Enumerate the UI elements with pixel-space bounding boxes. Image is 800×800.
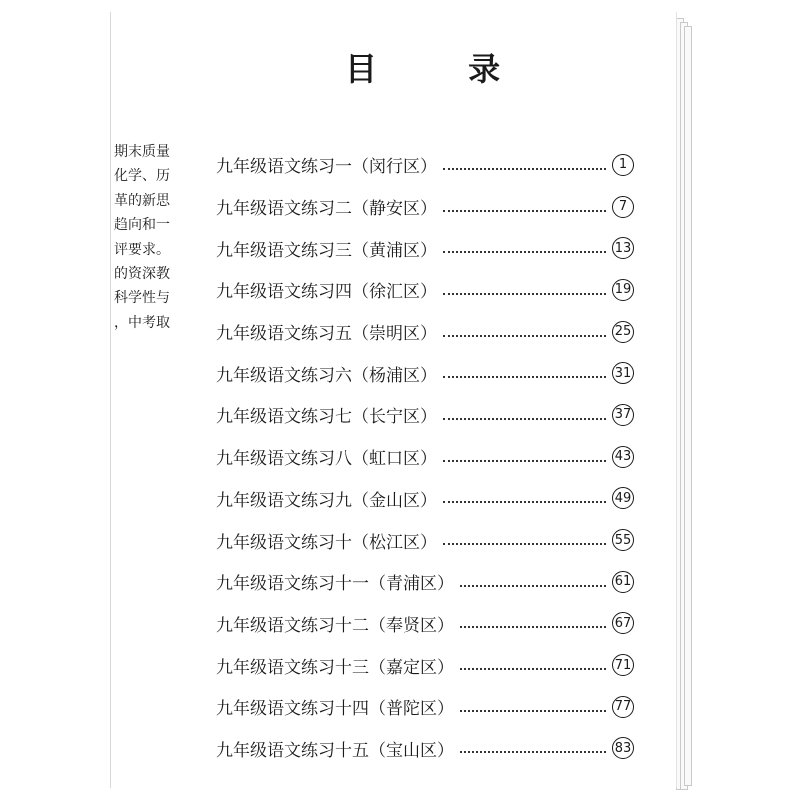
page-number: 61 bbox=[612, 571, 634, 593]
page-number: 13 bbox=[612, 237, 634, 259]
toc-entry-title: 九年级语文练习九（金山区） bbox=[216, 490, 437, 511]
page-number: 43 bbox=[612, 446, 634, 468]
leader-dots bbox=[443, 293, 606, 295]
toc-entry-title: 九年级语文练习六（杨浦区） bbox=[216, 365, 437, 386]
toc-entry-title: 九年级语文练习三（黄浦区） bbox=[216, 240, 437, 261]
leader-dots bbox=[443, 501, 606, 503]
toc-entry-title: 九年级语文练习十四（普陀区） bbox=[216, 699, 454, 720]
leader-dots bbox=[443, 543, 606, 545]
toc-entry[interactable] bbox=[216, 227, 636, 269]
toc-entry[interactable] bbox=[216, 644, 636, 686]
leader-dots bbox=[443, 376, 606, 378]
side-line: 趋向和一 bbox=[114, 217, 170, 234]
toc-entry[interactable] bbox=[216, 519, 636, 561]
page-number: 25 bbox=[612, 321, 634, 343]
toc-entry-title: 九年级语文练习四（徐汇区） bbox=[216, 282, 437, 303]
page-number: 7 bbox=[612, 196, 634, 218]
toc-entry[interactable] bbox=[216, 144, 636, 186]
leader-dots bbox=[443, 418, 606, 420]
toc-entry-title: 九年级语文练习十（松江区） bbox=[216, 532, 437, 553]
page-number: 67 bbox=[612, 612, 634, 634]
side-line: 化学、历 bbox=[114, 168, 170, 185]
leader-dots bbox=[443, 335, 606, 337]
leader-dots bbox=[460, 751, 606, 753]
leader-dots bbox=[443, 210, 606, 212]
leader-dots bbox=[460, 585, 606, 587]
toc-entry-title: 九年级语文练习五（崇明区） bbox=[216, 324, 437, 345]
toc-entry[interactable] bbox=[216, 561, 636, 603]
toc-entry-title: 九年级语文练习十五（宝山区） bbox=[216, 740, 454, 761]
page-number: 37 bbox=[612, 404, 634, 426]
toc-entry-title: 九年级语文练习七（长宁区） bbox=[216, 407, 437, 428]
side-line: 科学性与 bbox=[114, 290, 170, 307]
page-title: 目 录 bbox=[345, 50, 541, 88]
page-number: 77 bbox=[612, 696, 634, 718]
leader-dots bbox=[460, 710, 606, 712]
toc-entry-title: 九年级语文练习二（静安区） bbox=[216, 199, 437, 220]
side-line: ，中考取 bbox=[114, 314, 170, 331]
toc-entry[interactable] bbox=[216, 311, 636, 353]
toc-entry-title: 九年级语文练习十三（嘉定区） bbox=[216, 657, 454, 678]
page-number: 19 bbox=[612, 279, 634, 301]
side-line: 革的新思 bbox=[114, 192, 170, 209]
toc-entry[interactable] bbox=[216, 603, 636, 645]
page-number: 71 bbox=[612, 654, 634, 676]
page-number: 31 bbox=[612, 362, 634, 384]
toc-entry[interactable] bbox=[216, 269, 636, 311]
adjacent-page-text bbox=[114, 140, 192, 335]
leader-dots bbox=[460, 668, 606, 670]
toc-entry[interactable] bbox=[216, 436, 636, 478]
leader-dots bbox=[443, 251, 606, 253]
page-number: 1 bbox=[612, 154, 634, 176]
table-of-contents bbox=[216, 144, 636, 769]
leader-dots bbox=[443, 460, 606, 462]
toc-entry-title: 九年级语文练习八（虹口区） bbox=[216, 449, 437, 470]
toc-entry-title: 九年级语文练习十一（青浦区） bbox=[216, 574, 454, 595]
toc-entry-title: 九年级语文练习十二（奉贤区） bbox=[216, 615, 454, 636]
toc-entry[interactable] bbox=[216, 478, 636, 520]
toc-entry[interactable] bbox=[216, 352, 636, 394]
page-number: 83 bbox=[612, 737, 634, 759]
toc-entry[interactable] bbox=[216, 186, 636, 228]
page-edge bbox=[684, 26, 692, 786]
toc-entry[interactable] bbox=[216, 394, 636, 436]
page-number: 49 bbox=[612, 487, 634, 509]
toc-entry[interactable] bbox=[216, 686, 636, 728]
page-number: 55 bbox=[612, 529, 634, 551]
leader-dots bbox=[443, 168, 606, 170]
side-line: 评要求。 bbox=[114, 241, 170, 258]
leader-dots bbox=[460, 626, 606, 628]
side-line: 期末质量 bbox=[114, 144, 170, 160]
toc-entry-title: 九年级语文练习一（闵行区） bbox=[216, 157, 437, 178]
toc-entry[interactable] bbox=[216, 728, 636, 770]
side-line: 的资深教 bbox=[114, 265, 170, 282]
